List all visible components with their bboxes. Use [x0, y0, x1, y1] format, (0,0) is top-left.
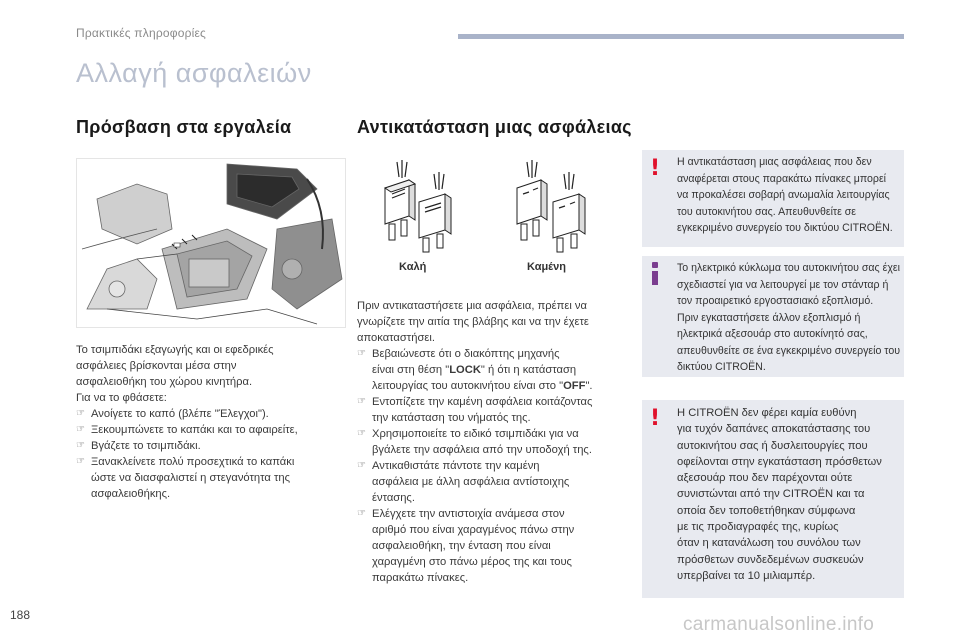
list-item: [76, 454, 346, 502]
list-item: [76, 438, 346, 454]
arrow-bullet-icon: ☞: [76, 440, 85, 451]
arrow-bullet-icon: ☞: [76, 408, 85, 419]
list-item: [357, 346, 627, 394]
lock-position-label: LOCK: [449, 364, 481, 376]
fuse-blown-caption: Καμένη: [527, 261, 566, 273]
bullet-line: είναι στη θέση "LOCK" ή ότι η κατάσταση: [372, 364, 577, 376]
warning-note-box: [642, 150, 904, 247]
tools-access-text: [76, 342, 346, 502]
list-item: [357, 426, 627, 458]
bullet-line: την κατάσταση του νήματός της.: [372, 412, 531, 424]
bullet-line: ασφαλειοθήκη, την ένταση που είναι: [372, 540, 551, 552]
warning-exclamation-icon: !: [650, 406, 661, 431]
fuse-comparison-diagram: [357, 158, 615, 276]
fuse-replacement-text: [357, 298, 627, 586]
info-note-text: Το ηλεκτρικό κύκλωμα του αυτοκινήτου σας έχει σχεδιαστεί για να λειτουργεί με τον στάνταρ ή τον προαιρετικό εργοστασιακό εξοπλισμό. Πριν εγκαταστήσετε άλλον εξοπλισμό ή ηλεκτρικά αξεσουάρ στο αυτοκίνητό σας, απευθυνθείτε σε ένα εγκεκριμένο συνεργείο του δικτύου CITROËN.: [677, 262, 901, 373]
info-note-box: [642, 256, 904, 377]
list-item: [357, 506, 627, 586]
arrow-bullet-icon: ☞: [357, 508, 366, 519]
intro-line: αποκαταστήσει.: [357, 332, 435, 344]
bullet-line: ασφάλεια με άλλη ασφάλεια αντίστοιχης: [372, 476, 570, 488]
intro-line: γνωρίζετε την αιτία της βλάβης και να την έχετε: [357, 316, 589, 328]
intro-line: ασφαλειοθήκη του χώρου κινητήρα.: [76, 376, 253, 388]
arrow-bullet-icon: ☞: [357, 460, 366, 471]
intro-line: ασφάλειες βρίσκονται μέσα στην: [76, 360, 237, 372]
bullet-line: παρακάτω πίνακες.: [372, 572, 469, 584]
liability-warning-box: [642, 400, 904, 598]
page-title: Αλλαγή ασφαλειών: [76, 58, 312, 88]
bullet-line: αριθμό που είναι χαραγμένος πάνω στην: [372, 524, 575, 536]
bullet-line: Ξεκουμπώνετε το καπάκι και το αφαιρείτε,: [91, 424, 298, 436]
bullet-line: Ανοίγετε το καπό (βλέπε "Έλεγχοι").: [91, 408, 269, 420]
bullet-line: Ξανακλείνετε πολύ προσεχτικά το καπάκι: [91, 456, 295, 468]
engine-fusebox-illustration: [76, 158, 346, 328]
arrow-bullet-icon: ☞: [76, 424, 85, 435]
bullet-line: Εντοπίζετε την καμένη ασφάλεια κοιτάζοντας: [372, 396, 593, 408]
liability-warning-text: Η CITROËN δεν φέρει καμία ευθύνη για τυχόν δαπάνες αποκατάστασης του αυτοκινήτου σας ή δυσλειτουργίες που οφείλονται στην εγκατάσταση πρόσθετων αξεσουάρ που δεν παρέχονται ούτε συνιστώνται από την CITROËN και τα οποία δεν τοποθετήθηκαν σύμφωνα με τις προδιαγραφές της, κυρίως όταν η κατανάλωση του συνόλου των πρόσθετων συνδεδεμένων συσκευών υπερβαίνει τα 10 μιλιαμπέρ.: [677, 407, 882, 582]
warning-exclamation-icon: !: [650, 156, 661, 181]
bullet-line: λειτουργίας του αυτοκινήτου είναι στο "OFF".: [372, 380, 593, 392]
bullet-line: Χρησιμοποιείτε το ειδικό τσιμπιδάκι για να: [372, 428, 579, 440]
bullet-line: Βγάζετε το τσιμπιδάκι.: [91, 440, 201, 452]
intro-line: Πριν αντικαταστήσετε μια ασφάλεια, πρέπει να: [357, 300, 587, 312]
list-item: [357, 394, 627, 426]
fuse-good-caption: Καλή: [399, 261, 427, 273]
page-number: 188: [10, 608, 31, 622]
arrow-bullet-icon: ☞: [357, 428, 366, 439]
section-title-tools: Πρόσβαση στα εργαλεία: [76, 117, 292, 137]
bullet-line: έντασης.: [372, 492, 415, 504]
info-icon: [652, 262, 658, 284]
warning-note-text: Η αντικατάσταση μιας ασφάλειας που δεν αναφέρεται στους παρακάτω πίνακες μπορεί να προκαλέσει σοβαρή ανωμαλία λειτουργίας του αυτοκινήτου σας. Απευθυνθείτε σε εγκεκριμένο συνεργείο του δικτύου CITROËN.: [677, 156, 893, 234]
arrow-bullet-icon: ☞: [357, 348, 366, 359]
section-title-fuse-replacement: Αντικατάσταση μιας ασφάλειας: [357, 117, 632, 137]
bullet-line: Βεβαιώνεστε ότι ο διακόπτης μηχανής: [372, 348, 560, 360]
section-header-label: Πρακτικές πληροφορίες: [76, 26, 207, 40]
off-state-label: OFF: [563, 380, 586, 392]
intro-line: Για να το φθάσετε:: [76, 392, 167, 404]
arrow-bullet-icon: ☞: [357, 396, 366, 407]
bullet-line: βγάλετε την ασφάλεια από την υποδοχή της.: [372, 444, 592, 456]
list-item: [357, 458, 627, 506]
list-item: [76, 422, 346, 438]
watermark: carmanualsonline.info: [683, 614, 875, 635]
bullet-line: ασφαλειοθήκης.: [91, 488, 171, 500]
header-rule: [458, 34, 904, 39]
intro-line: Το τσιμπιδάκι εξαγωγής και οι εφεδρικές: [76, 344, 274, 356]
bullet-line: χαραγμένη στο πάνω μέρος της και τους: [372, 556, 572, 568]
bullet-line: Ελέγχετε την αντιστοιχία ανάμεσα στον: [372, 508, 565, 520]
arrow-bullet-icon: ☞: [76, 456, 85, 467]
bullet-line: ώστε να διασφαλιστεί η στεγανότητα της: [91, 472, 290, 484]
list-item: [76, 406, 346, 422]
bullet-line: Αντικαθιστάτε πάντοτε την καμένη: [372, 460, 540, 472]
